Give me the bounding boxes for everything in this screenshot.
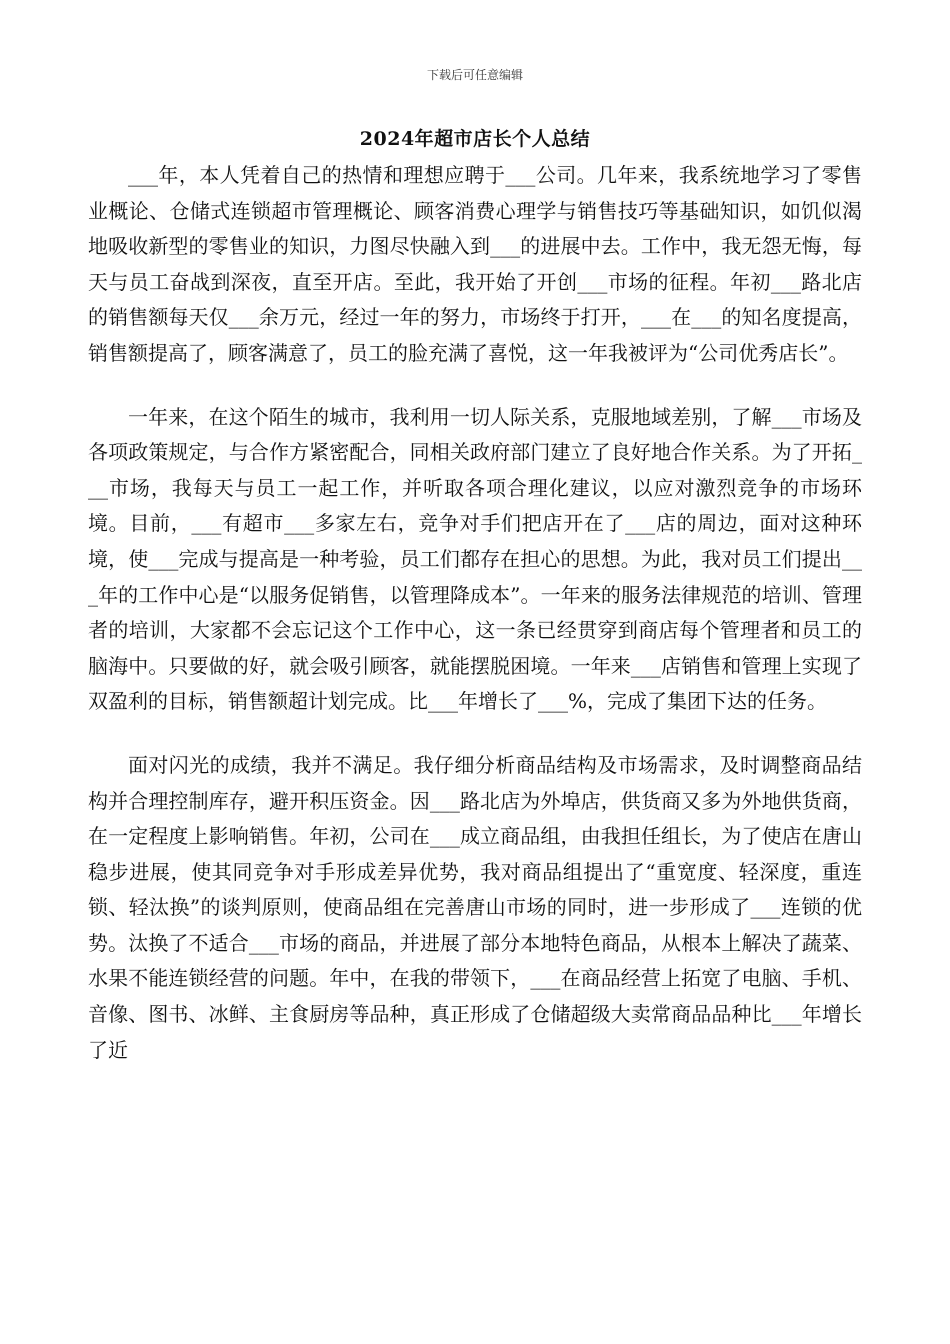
header-note: 下载后可任意编辑 <box>426 68 523 82</box>
paragraph-2: 一年来，在这个陌生的城市，我利用一切人际关系，克服地域差别，了解___市场及各项政策规定，与合作方紧密配合，同相关政府部门建立了良好地合作关系。为了开拓___市场，我每天与员工一起工作，并听取各项合理化建议，以应对激烈竞争的市场环境。目前，___有超市___多家左右，竞争对手们把店开在了___店的周边，面对这种环境，使___完成与提高是一种考验，员工们都存在担心的思想。为此，我对员工们提出___年的工作中心是“以服务促销售，以管理降成本”。一年来的服务法律规范的培训、管理者的培训，大家都不会忘记这个工作中心，这一条已经贯穿到商店每个管理者和员工的脑海中。只要做的好，就会吸引顾客，就能摆脱困境。一年来___店销售和管理上实现了双盈利的目标，销售额超计划完成。比___年增长了___%，完成了集团下达的任务。 <box>88 404 862 714</box>
document-body <box>88 158 862 1096</box>
paragraph-1: ___年，本人凭着自己的热情和理想应聘于___公司。几年来，我系统地学习了零售业概论、仓储式连锁超市管理概论、顾客消费心理学与销售技巧等基础知识，如饥似渴地吸收新型的零售业的知识，力图尽快融入到___的进展中去。工作中，我无怨无悔，每天与员工奋战到深夜，直至开店。至此，我开始了开创___市场的征程。年初___路北店的销售额每天仅___余万元，经过一年的努力，市场终于打开，___在___的知名度提高，销售额提高了，顾客满意了，员工的脸充满了喜悦，这一年我被评为“公司优秀店长”。 <box>88 163 862 365</box>
paragraph-3: 面对闪光的成绩，我并不满足。我仔细分析商品结构及市场需求，及时调整商品结构并合理控制库存，避开积压资金。因___路北店为外埠店，供货商又多为外地供货商，在一定程度上影响销售。年初，公司在___成立商品组，由我担任组长，为了使店在唐山稳步进展，使其同竞争对手形成差异优势，我对商品组提出了“重宽度、轻深度，重连锁、轻汰换”的谈判原则，使商品组在完善唐山市场的同时，进一步形成了___连锁的优势。汰换了不适合___市场的商品，并进展了部分本地特色商品，从根本上解决了蔬菜、水果不能连锁经营的问题。年中，在我的带领下，___在商品经营上拓宽了电脑、手机、音像、图书、冰鲜、主食厨房等品种，真正形成了仓储超级大卖常商品品种比___年增长了近 <box>88 752 862 1062</box>
document-title: 2024年超市店长个人总结 <box>359 128 591 150</box>
